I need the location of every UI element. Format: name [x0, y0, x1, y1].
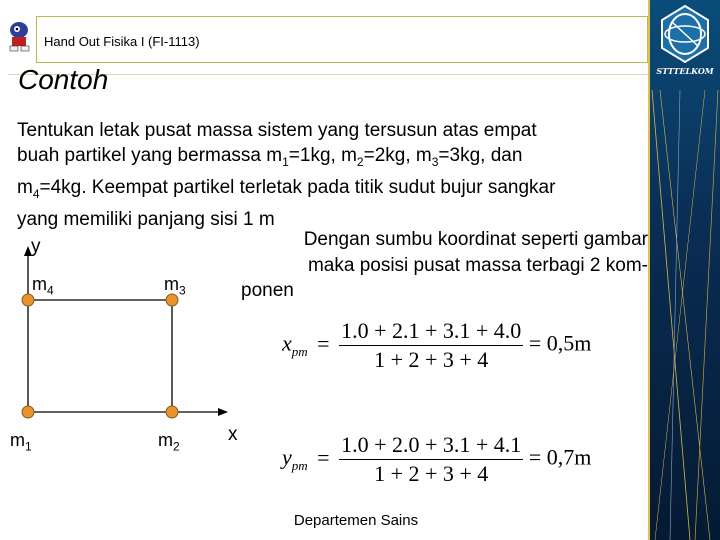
numerator: 1.0 + 2.1 + 3.1 + 4.0	[339, 318, 523, 346]
x-axis-arrow	[218, 408, 228, 416]
equation-xpm: $x_{pm}$ = $\frac{1.0 + 2.1 + 3.1 + 4.0}{1 + 2 + 3 + 4}$ = 0,5m	[282, 318, 592, 372]
denominator: 1 + 2 + 3 + 4	[374, 347, 489, 372]
side-line: Dengan sumbu koordinat seperti gambar	[303, 229, 648, 250]
result: = 0,7m	[528, 444, 592, 470]
result: = 0,5m	[528, 330, 592, 356]
fraction	[339, 318, 523, 373]
numerator: 1.0 + 2.0 + 3.1 + 4.1	[339, 432, 523, 460]
y-axis-label: y	[31, 236, 41, 257]
header-title: Hand Out Fisika I (FI-1113)	[44, 34, 200, 49]
side-line: maka posisi pusat massa terbagi 2 kom-	[307, 254, 648, 276]
particle-m1	[22, 406, 34, 418]
paragraph-line: yang memiliki panjang sisi 1 m	[17, 209, 275, 231]
paragraph-line: Tentukan letak pusat massa sistem yang tersusun atas empat	[17, 120, 537, 141]
label-m3: $m_3$	[164, 274, 186, 298]
footer-text: Departemen Sains	[293, 512, 419, 529]
logo-caption: STTTELKOM	[656, 66, 714, 76]
fraction	[339, 432, 523, 487]
label-m4: $m_4$	[32, 274, 54, 298]
side-line: ponen	[241, 280, 294, 301]
equation-ypm: $y_{pm}$ = $\frac{1.0 + 2.0 + 3.1 + 4.1}{1 + 2 + 3 + 4}$ = 0,7m	[282, 432, 592, 486]
label-m1: $m_1$	[10, 430, 32, 454]
paragraph-line: buah partikel yang bermassa $m_1=1kg$, $m_2=2kg$, $m_3=3kg$, dan	[17, 145, 523, 169]
paragraph-line: $m_4=4kg$. Keempat partikel terletak pada titik sudut bujur sangkar	[17, 177, 556, 201]
denominator: 1 + 2 + 3 + 4	[374, 461, 489, 486]
slide-title: Contoh	[18, 64, 109, 95]
label-m2: $m_2$	[158, 430, 180, 454]
particle-m2	[166, 406, 178, 418]
x-axis-label: x	[228, 424, 238, 445]
